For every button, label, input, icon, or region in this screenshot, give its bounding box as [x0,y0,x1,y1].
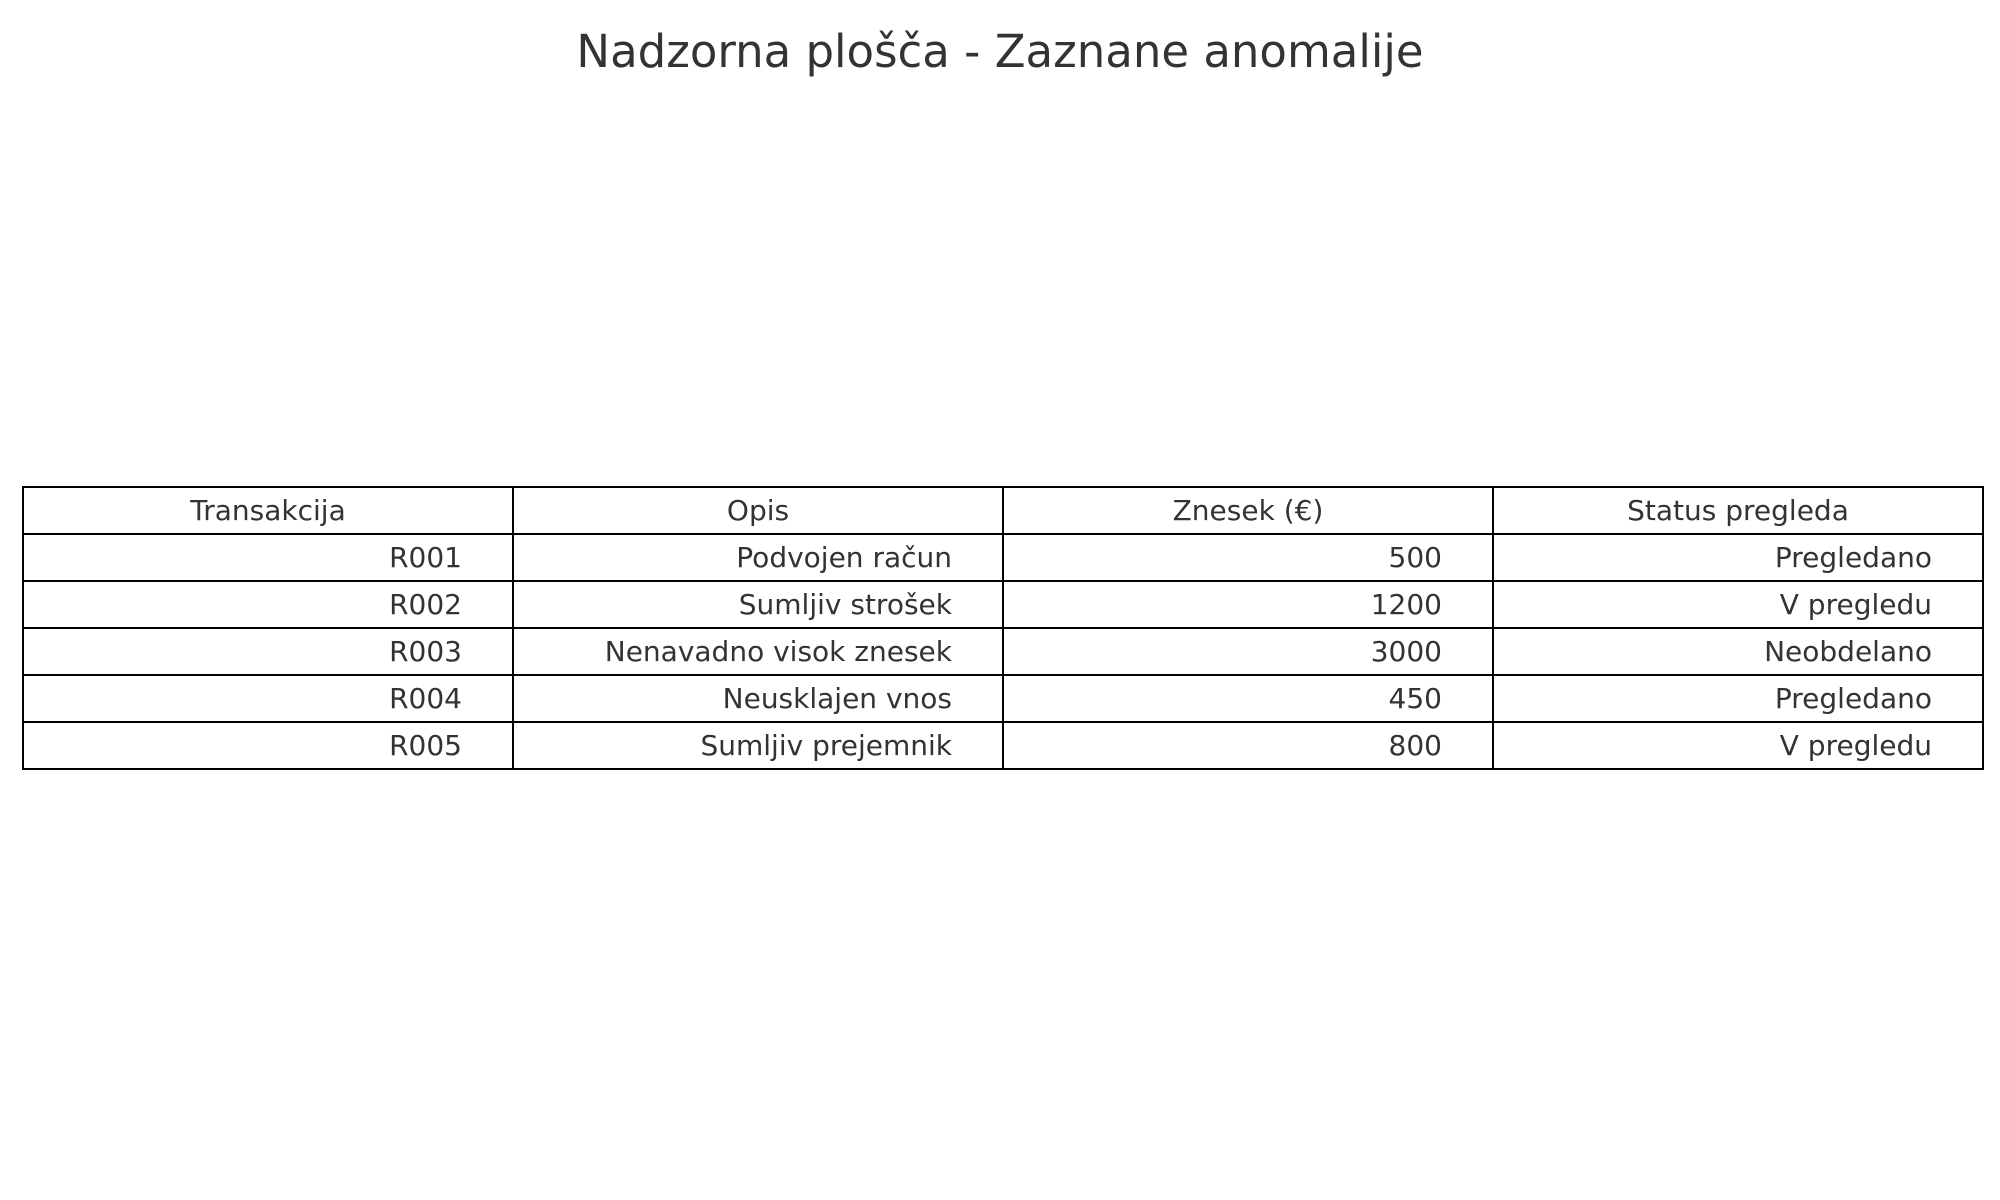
cell-description: Sumljiv prejemnik [513,722,1003,769]
anomaly-table [22,486,1984,770]
cell-review-status: V pregledu [1493,722,1983,769]
cell-description: Neusklajen vnos [513,675,1003,722]
cell-amount: 800 [1003,722,1493,769]
cell-description: Sumljiv strošek [513,581,1003,628]
table-row [23,675,1983,722]
cell-amount: 500 [1003,534,1493,581]
cell-review-status: V pregledu [1493,581,1983,628]
table-row [23,722,1983,769]
page-title: Nadzorna plošča - Zaznane anomalije [576,25,1424,78]
cell-transaction: R003 [23,628,513,675]
cell-transaction: R004 [23,675,513,722]
cell-review-status: Pregledano [1493,534,1983,581]
cell-transaction: R001 [23,534,513,581]
cell-description: Nenavadno visok znesek [513,628,1003,675]
column-header-description: Opis [513,487,1003,534]
column-header-review-status: Status pregleda [1493,487,1983,534]
table-row [23,534,1983,581]
cell-transaction: R005 [23,722,513,769]
column-header-transaction: Transakcija [23,487,513,534]
cell-description: Podvojen račun [513,534,1003,581]
column-header-amount: Znesek (€) [1003,487,1493,534]
cell-transaction: R002 [23,581,513,628]
cell-review-status: Pregledano [1493,675,1983,722]
cell-amount: 1200 [1003,581,1493,628]
table-header [23,487,1983,534]
cell-amount: 3000 [1003,628,1493,675]
table-row [23,628,1983,675]
table-header-row [23,487,1983,534]
table-body [23,534,1983,769]
table-row [23,581,1983,628]
cell-amount: 450 [1003,675,1493,722]
cell-review-status: Neobdelano [1493,628,1983,675]
